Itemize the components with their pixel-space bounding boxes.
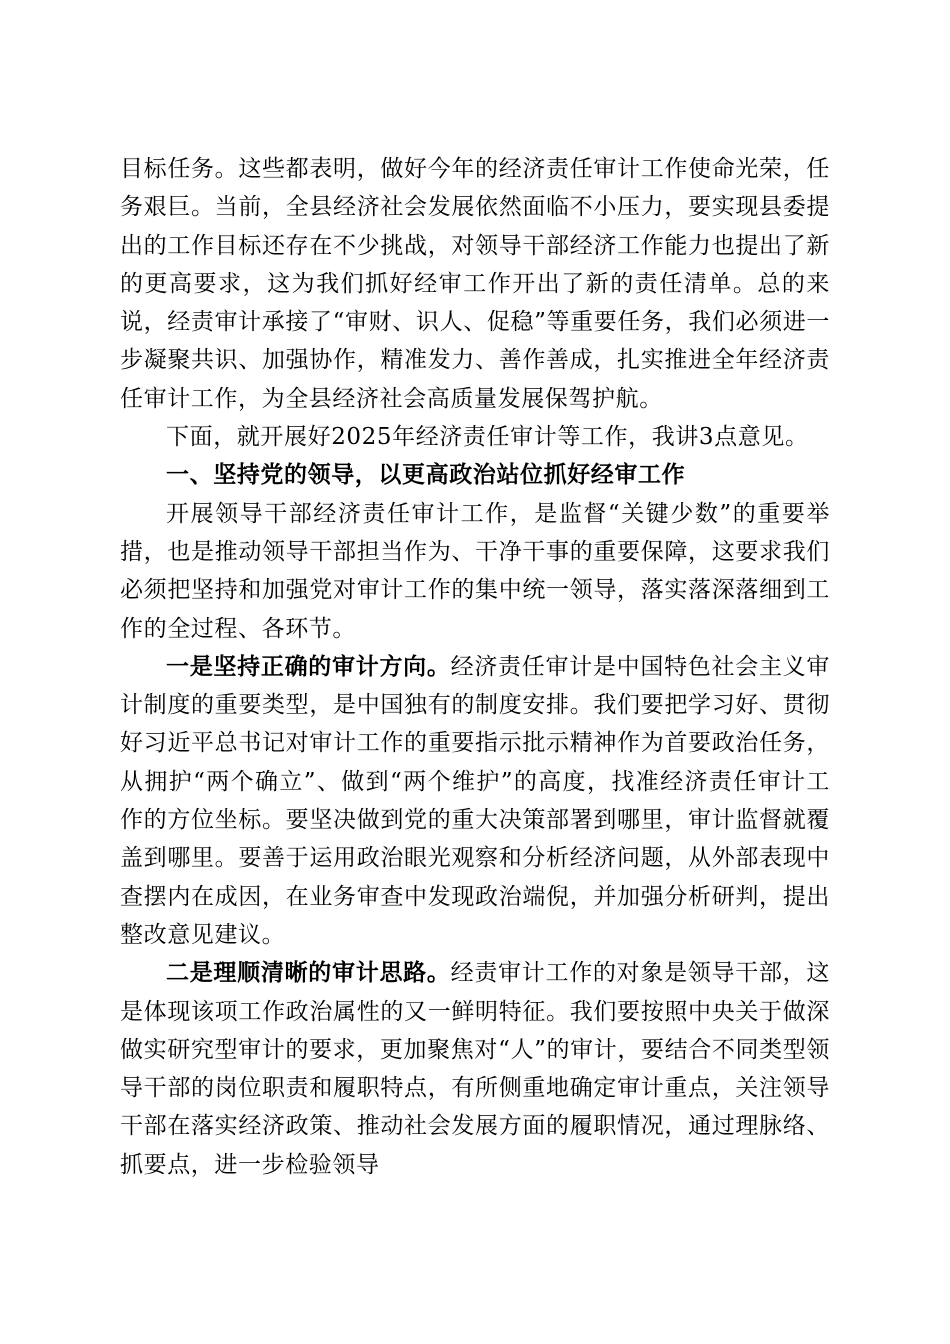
paragraph-point-1 bbox=[120, 648, 830, 954]
paragraph-point-2 bbox=[120, 954, 830, 1184]
point-1-body: 经济责任审计是中国特色社会主义审计制度的重要类型，是中国独有的制度安排。我们要把学习好、贯彻好习近平总书记对审计工作的重要指示批示精神作为首要政治任务，从拥护“两个确立”、做到“两个维护”的高度，找准经济责任审计工作的方位坐标。要坚决做到党的重大决策部署到哪里，审计监督就覆盖到哪里。要善于运用政治眼光观察和分析经济问题，从外部表现中查摆内在成因，在业务审查中发现政治端倪，并加强分析研判，提出整改意见建议。 bbox=[120, 653, 830, 948]
paragraph-continuation: 目标任务。这些都表明，做好今年的经济责任审计工作使命光荣，任务艰巨。当前，全县经济社会发展依然面临不小压力，要实现县委提出的工作目标还存在不少挑战，对领导干部经济工作能力也提出了新的更高要求，这为我们抓好经审工作开出了新的责任清单。总的来说，经责审计承接了“审财、识人、促稳”等重要任务，我们必须进一步凝聚共识、加强协作，精准发力、善作善成，扎实推进全年经济责任审计工作，为全县经济社会高质量发展保驾护航。 bbox=[120, 156, 830, 412]
point-1-lead: 一是坚持正确的审计方向。 bbox=[166, 653, 451, 680]
section-heading-1: 一、坚持党的领导，以更高政治站位抓好经审工作 bbox=[166, 462, 686, 489]
point-2-lead: 二是理顺清晰的审计思路。 bbox=[166, 960, 451, 987]
document-body bbox=[120, 150, 830, 1184]
point-2-body: 经责审计工作的对象是领导干部，这是体现该项工作政治属性的又一鲜明特征。我们要按照中央关于做深做实研究型审计的要求，更加聚焦对“人”的审计，要结合不同类型领导干部的岗位职责和履职特点，有所侧重地确定审计重点，关注领导干部在落实经济政策、推动社会发展方面的履职情况，通过理脉络、抓要点，进一步检验领导 bbox=[120, 960, 830, 1178]
paragraph-section-1-intro: 开展领导干部经济责任审计工作，是监督“关键少数”的重要举措，也是推动领导干部担当作为、干净干事的重要保障，这要求我们必须把坚持和加强党对审计工作的集中统一领导，落实落深落细到工作的全过程、各环节。 bbox=[120, 500, 830, 642]
paragraph-intro-points: 下面，就开展好2025年经济责任审计等工作，我讲3点意见。 bbox=[166, 424, 809, 451]
